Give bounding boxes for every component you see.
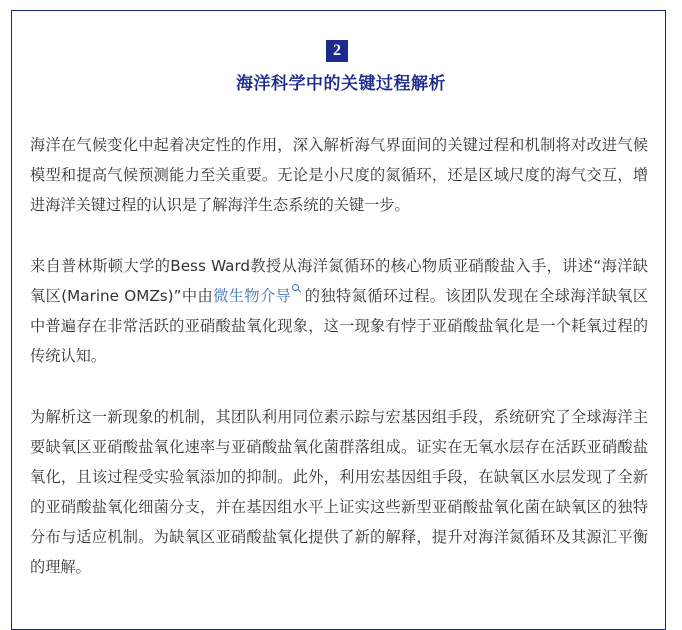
search-icon[interactable]: [292, 284, 299, 291]
section-title: 海洋科学中的关键过程解析: [236, 74, 446, 94]
paragraph-intro: 海洋在气候变化中起着决定性的作用，深入解析海气界面间的关键过程和机制将对改进气候模型和提高气候预测能力至关重要。无论是小尺度的氮循环，还是区域尺度的海气交互，增进海洋关键过程的认识是了解海洋生态系统的关键一步。: [30, 136, 648, 214]
paragraph-text-before-link: 来自普林斯顿大学的Bess Ward教授从海洋氮循环的核心物质亚硝酸盐入手，讲述“海洋缺氧区(Marine OMZs)”中由: [30, 257, 648, 305]
paragraph-ward-research: [30, 251, 648, 371]
paragraph-text-after-link: 的独特氮循环过程。该团队发现在全球海洋缺氧区中普遍存在非常活跃的亚硝酸盐氧化现象，这一现象有悖于亚硝酸盐氧化是一个耗氧过程的传统认知。: [30, 287, 649, 365]
paragraph-mechanism: 为解析这一新现象的机制，其团队利用同位素示踪与宏基因组手段，系统研究了全球海洋主要缺氧区亚硝酸盐氧化速率与亚硝酸盐氧化菌群落组成。证实在无氧水层存在活跃亚硝酸盐氧化，且该过程受实验氧添加的抑制。此外，利用宏基因组手段，在缺氧区水层发现了全新的亚硝酸盐氧化细菌分支，并在基因组水平上证实这些新型亚硝酸盐氧化菌在缺氧区的独特分布与适应机制。为缺氧区亚硝酸盐氧化提供了新的解释，提升对海洋氮循环及其源汇平衡的理解。: [30, 408, 648, 576]
microbe-mediation-link[interactable]: 微生物介导: [213, 287, 292, 305]
section-number-badge: 2: [326, 40, 348, 62]
